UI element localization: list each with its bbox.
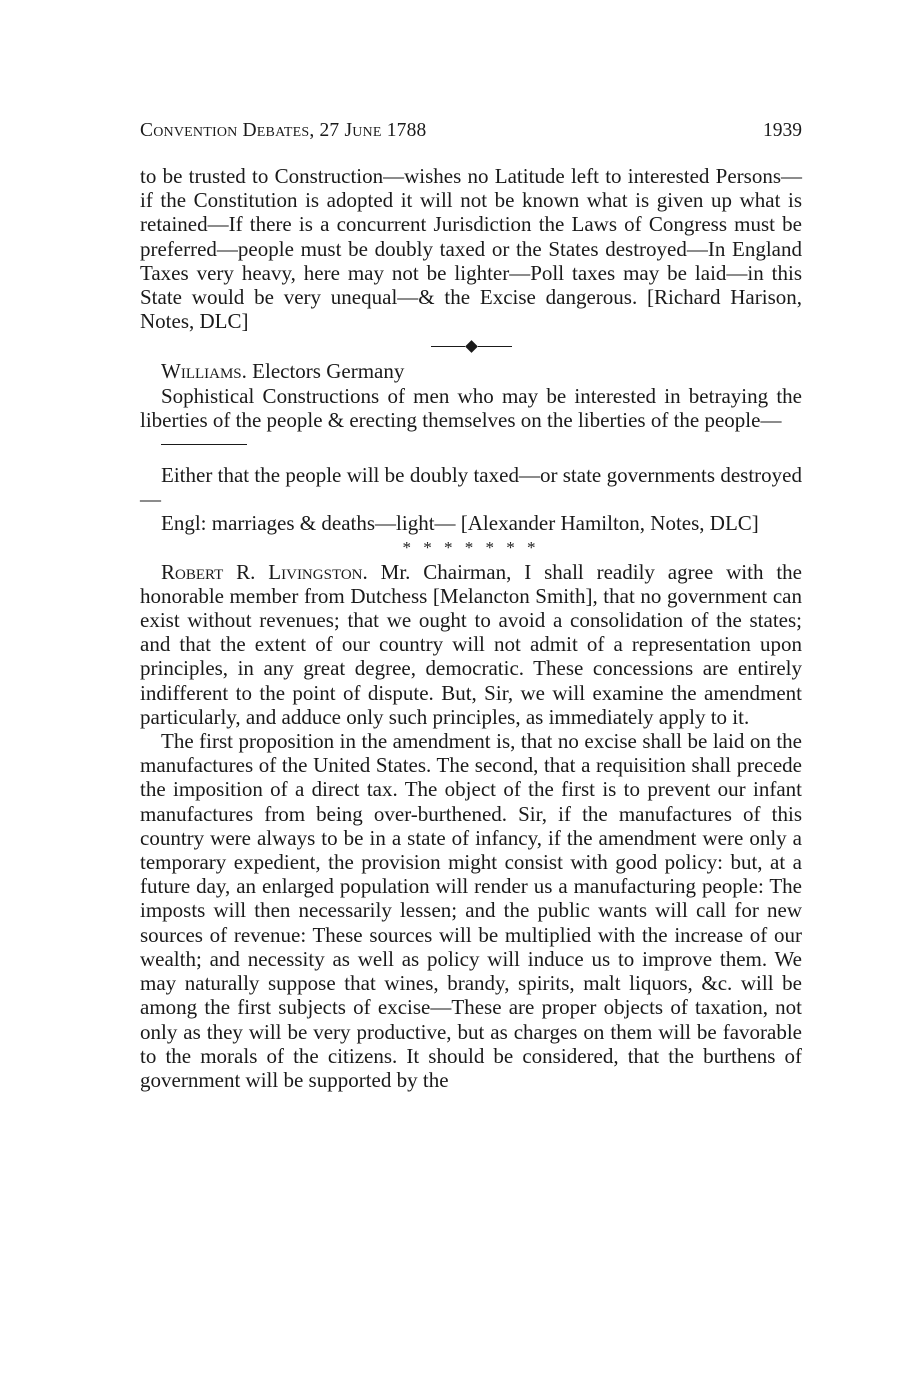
page-number: 1939 (763, 120, 802, 141)
livingston-speech-paragraph: The first proposition in the amendment is, that no excise shall be laid on the manufactures of the United States. The second, that a requisition shall precede the imposition of a direct tax. The object of the first is to prevent our infant manufactures from being over-burthened. Sir, if the manufactures of this country were always to be in a state of infancy, if the amendment were only a temporary expedient, the provision might consist with good policy: but, at a future day, an enlarged population will render us a manufacturing people: The imposts will then necessarily lessen; and the public wants will call for new sources of revenue: These sources will be multiplied with the increase of our wealth; and necessity as well as policy will induce us to improve them. We may naturally suppose that wines, brandy, spirits, malt liquors, &c. will be among the first subjects of excise—These are proper objects of taxation, not only as they will be very productive, but as charges on them will be favorable to the morals of the citizens. It should be considered, that the burthens of government will be supported by the (140, 729, 802, 1092)
short-rule-divider (161, 444, 247, 445)
livingston-para1-text: Mr. Chairman, I shall readily agree with the honorable member from Dutchess [Melancton Smith], that no government can exist without revenues; that we ought to avoid a consolidation of the states; and that the extent of our country will not admit of a representation upon principles, in any great degree, democratic. These concessions are entirely indifferent to the point of dispute. But, Sir, we will examine the amendment particularly, and adduce only such principles, as immediately apply to it. (140, 559, 802, 729)
hamilton-notes-paragraph: Sophistical Constructions of men who may be interested in betraying the liberties of the people & erecting themselves on the liberties of the people— (140, 383, 802, 432)
speaker-name: Robert R. Livingston. (161, 559, 368, 584)
livingston-speech-paragraph (140, 560, 802, 729)
harison-notes-paragraph: to be trusted to Construction—wishes no Latitude left to interested Persons—if the Constitution is adopted it will not be known what is given up what is retained—If there is a concurrent Jurisdiction the Laws of Congress must be preferred—people must be doubly taxed or the States destroyed—In England Taxes very heavy, here may not be lighter—Poll taxes may be laid—in this State would be very unequal—& the Excise dangerous. [Richard Harison, Notes, DLC] (140, 164, 802, 334)
hamilton-notes-heading (140, 359, 802, 383)
document-page (140, 120, 802, 1092)
speaker-name: Williams. (161, 359, 247, 384)
hamilton-line1: Electors Germany (252, 359, 405, 384)
hamilton-notes-paragraph: Either that the people will be doubly taxed—or state governments destroyed— (140, 463, 802, 512)
section-ornament (140, 333, 802, 359)
running-title: Convention Debates, 27 June 1788 (140, 120, 427, 141)
page-header (140, 120, 802, 150)
hamilton-notes-paragraph: Engl: marriages & deaths—light— [Alexander Hamilton, Notes, DLC] (161, 511, 759, 536)
asterisk-separator: * * * * * * * (402, 537, 540, 557)
